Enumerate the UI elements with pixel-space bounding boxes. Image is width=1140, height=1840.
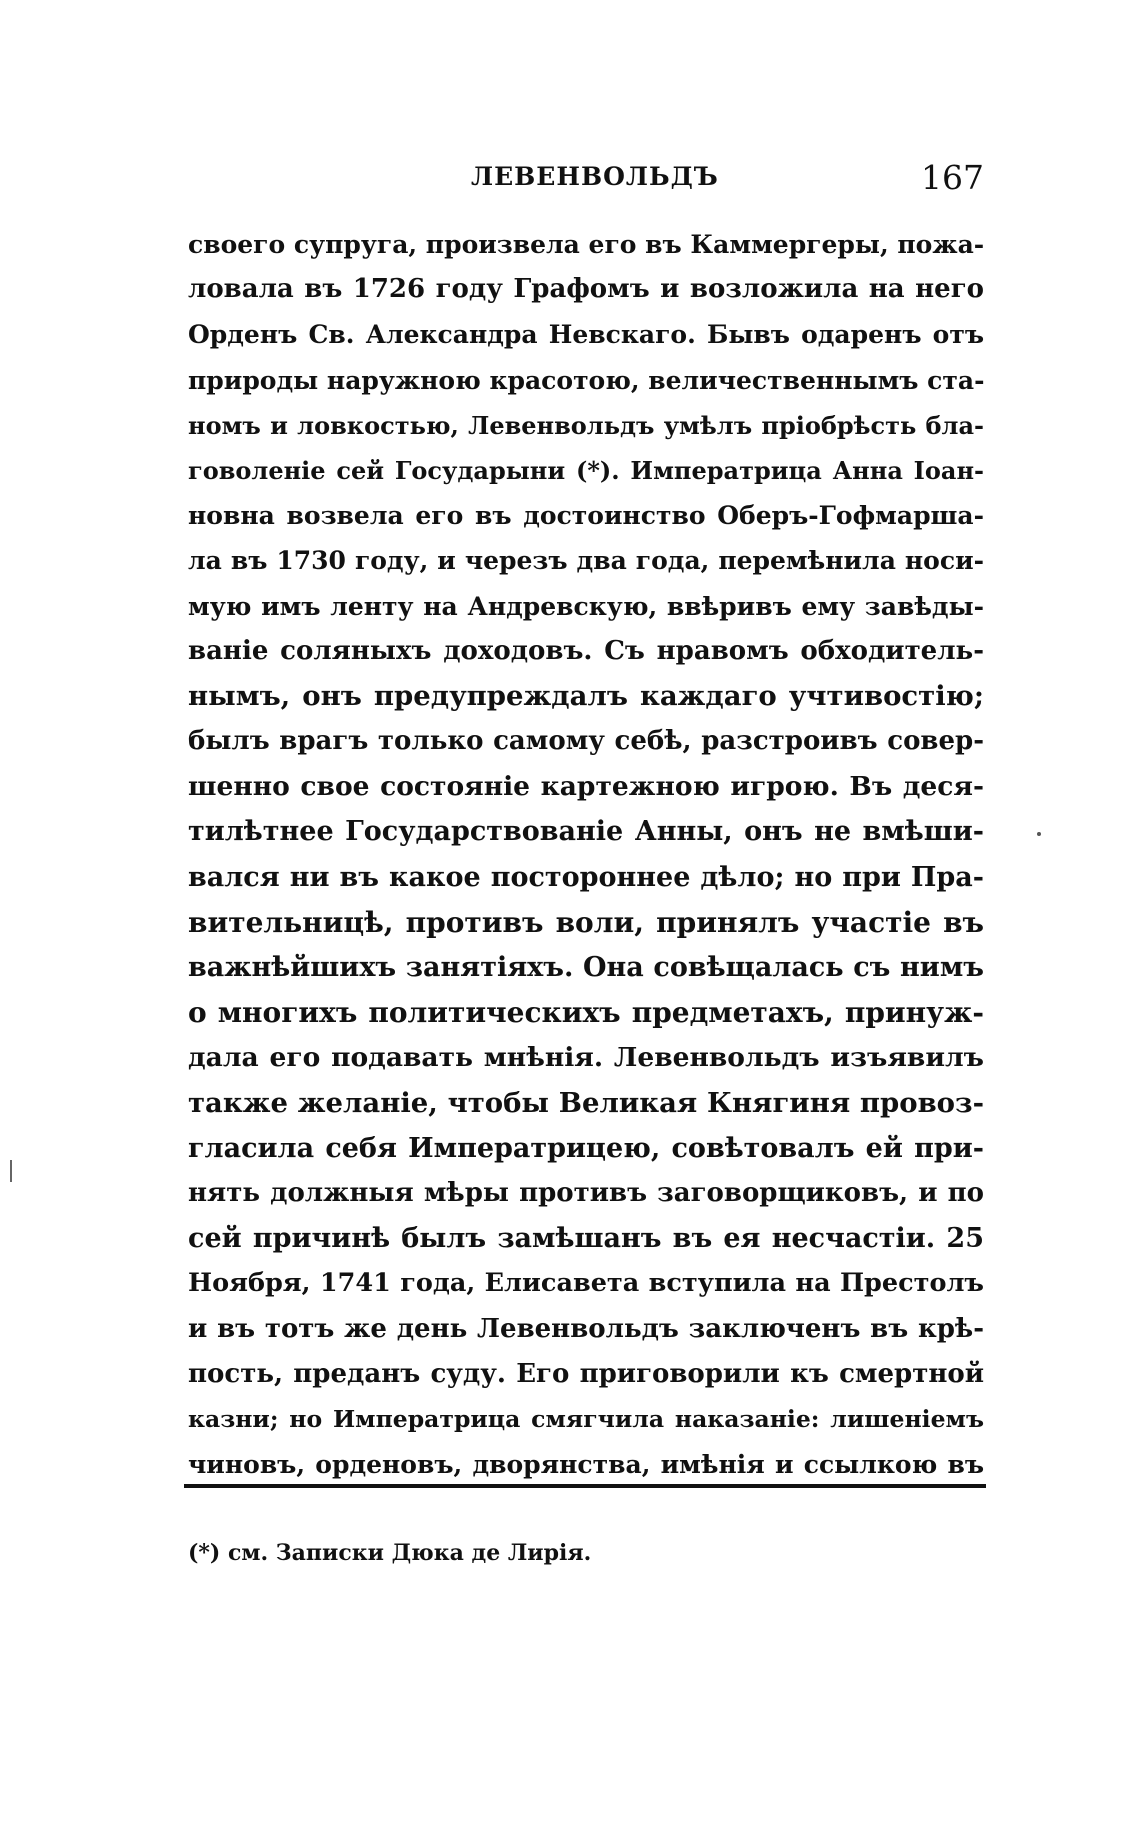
text-line: о многихъ политическихъ предметахъ, принуж- (188, 996, 984, 1030)
margin-dot (1037, 832, 1041, 836)
text-line: нять должныя мѣры противъ заговорщиковъ, и по (188, 1177, 984, 1208)
text-line: также желаніе, чтобы Великая Княгиня провоз- (188, 1086, 984, 1119)
text-line: вительницѣ, противъ воли, принялъ участіе въ (188, 905, 984, 939)
text-line: ловала въ 1726 году Графомъ и возложила на него (188, 274, 984, 305)
text-line: чиновъ, орденовъ, дворянства, имѣнія и ссылкою въ (188, 1450, 984, 1480)
text-line: Орденъ Св. Александра Невскаго. Бывъ одаренъ отъ (188, 320, 984, 350)
text-line: шенно свое состояніе картежною игрою. Въ деся- (188, 771, 984, 803)
text-line: говоленіе сей Государыни (*). Императрица Анна Іоан- (188, 455, 984, 485)
text-line: сей причинѣ былъ замѣшанъ въ ея несчастіи. 25 (188, 1223, 984, 1255)
text-line: своего супруга, произвела его въ Каммергеры, пожа- (188, 230, 985, 259)
text-line: пость, преданъ суду. Его приговорили къ смертной (188, 1358, 984, 1389)
text-line: казни; но Императрица смягчила наказаніе: лишеніемъ (188, 1404, 984, 1433)
footnote-rule (184, 1484, 986, 1488)
text-line: тилѣтнее Государствованіе Анны, онъ не вмѣши- (188, 816, 984, 848)
text-line: былъ врагъ только самому себѣ, разстроивъ совер- (188, 726, 984, 757)
text-line: дала его подавать мнѣнія. Левенвольдъ изъявилъ (188, 1042, 984, 1074)
text-line: и въ тотъ же день Левенвольдъ заключенъ въ крѣ- (188, 1313, 984, 1344)
text-line: гласила себя Императрицею, совѣтовалъ ей при- (188, 1132, 984, 1164)
running-title: ЛЕВЕНВОЛЬДЪ (471, 162, 719, 191)
page-number: 167 (921, 158, 984, 197)
text-line: Ноября, 1741 года, Елисавета вступила на Престолъ (188, 1268, 984, 1299)
text-line: ла въ 1730 году, и черезъ два года, перемѣнила носи- (188, 546, 984, 576)
text-line: новна возвела его въ достоинство Оберъ-Гофмарша- (188, 501, 984, 531)
body-text (188, 222, 984, 1487)
text-line: природы наружною красотою, величественнымъ ста- (188, 365, 985, 395)
running-head (188, 158, 984, 202)
text-line: важнѣйшихъ занятіяхъ. Она совѣщалась съ нимъ (188, 952, 984, 983)
footnote: (*) см. Записки Дюка де Лирія. (188, 1540, 592, 1566)
text-line: ваніе соляныхъ доходовъ. Съ нравомъ обходитель- (188, 635, 984, 666)
text-line: номъ и ловкостью, Левенвольдъ умѣлъ пріобрѣсть бла- (188, 410, 984, 440)
text-line: нымъ, онъ предупреждалъ каждаго учтивостію; (188, 679, 984, 712)
margin-mark (10, 1160, 12, 1182)
text-line: мую имъ ленту на Андревскую, ввѣривъ ему завѣды- (188, 591, 984, 621)
text-line: вался ни въ какое постороннее дѣло; но при Пра- (188, 861, 984, 893)
